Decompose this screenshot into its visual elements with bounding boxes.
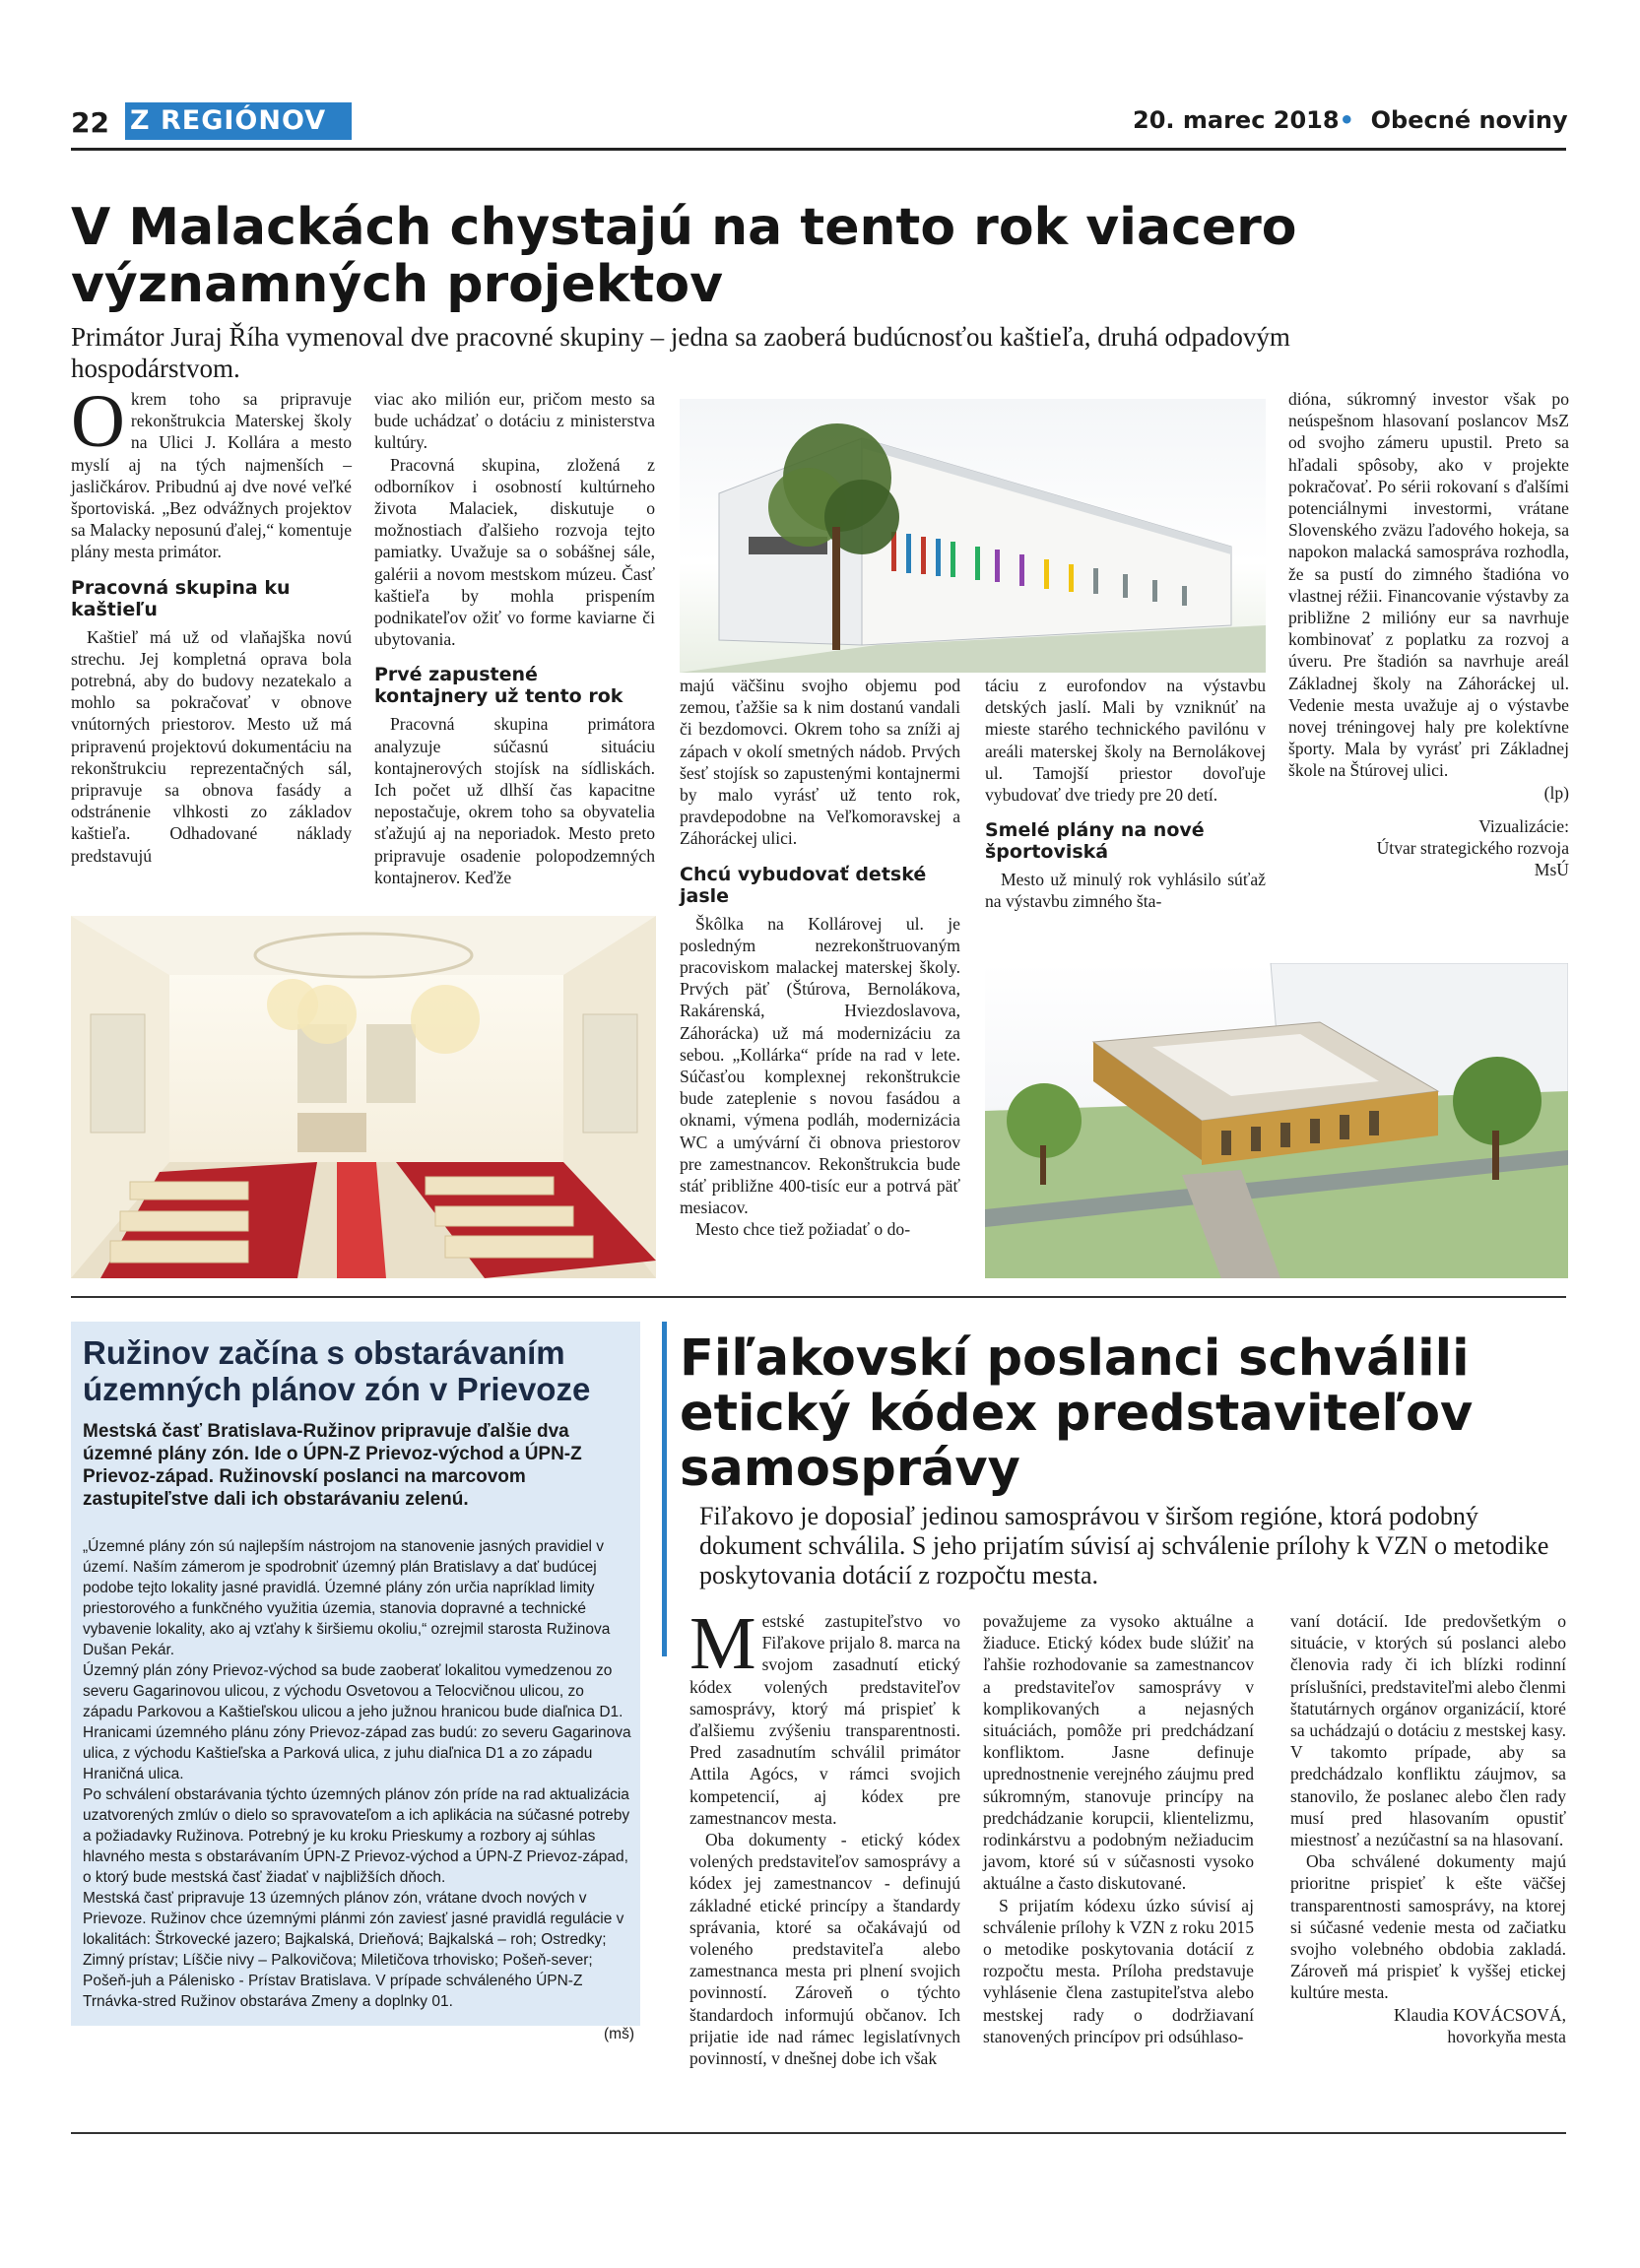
caption-line: Útvar strategického rozvoja [1376, 838, 1569, 859]
article3-column-2 [983, 1610, 1254, 2047]
footer-rule [71, 2132, 1566, 2134]
caption-line: MsÚ [1534, 860, 1569, 880]
school-building-drawing [680, 399, 1266, 673]
wedding-hall-visualization-image [71, 916, 656, 1278]
article3-headline: Fiľakovskí poslanci schválili etický kódex predstaviteľov samosprávy [680, 1329, 1474, 1498]
paragraph: Pracovná skupina, zložená z odborníkov i osobností kultúrneho života Malaciek, diskutuje o možnostiach ďalšieho rozvoja tejto pamiatky. Uvažuje sa o sobášnej sále, galérii a novom mestskom múzeu. Časť kaštieľa by mohla prispením podnikateľov ožiť vo forme kaviarne či ubytovania. [374, 454, 655, 650]
separator-dot: • [1339, 106, 1354, 134]
section-rule [71, 1296, 1566, 1298]
paragraph: Mesto už minulý rok vyhlásilo súťaž na výstavbu zimného šta- [985, 870, 1266, 912]
article2-headline: Ružinov začína s obstarávaním územných plánov zón v Prievoze [83, 1334, 591, 1407]
article1-column-2 [374, 388, 655, 888]
article2-lead: Mestská časť Bratislava-Ružinov pripravuje ďalšie dva územné plány zón. Ide o ÚPN-Z Prievoz-východ a ÚPN-Z Prievoz-západ. Ružinovskí poslanci na marcovom zastupiteľstve dali ich obstarávaniu zelenú. [83, 1421, 582, 1510]
subheading: Prvé zapustené kontajnery už tento rok [374, 664, 623, 708]
stadium-visualization-image [985, 963, 1568, 1278]
article3-column-3 [1290, 1610, 1566, 2047]
dropcap: M [689, 1602, 756, 1685]
paragraph: majú väčšinu svojho objemu pod zemou, ťažšie sa k nim dostanú vandali či bezdomovci. Okrem toho sa zníži aj zápach v okolí smetných nádob. Prvých šesť stojísk so zapustenými kontajnermi by malo vyrásť už tento rok, pravdepodobne na Veľkomoravskej a Záhoráckej ulici. [680, 676, 960, 849]
article3-accent-bar [662, 1322, 667, 1656]
paragraph: táciu z eurofondov na výstavbu detských jaslí. Mali by vzniknúť na mieste starého technického pavilónu v areáli materskej školy na Bernolákovej ul. Tamojší priestor dovoľuje vybudovať dve triedy pre 20 detí. [985, 676, 1266, 806]
article1-column-3 [680, 675, 960, 1241]
issue-info [1133, 106, 1568, 134]
paragraph: krem toho sa pripravuje rekonštrukcia Materskej školy na Ulici J. Kollára a mesto myslí aj na tých najmenších – jasličkárov. Pribudnú aj dve nové veľké športoviská. „Bez odvážnych projektov sa Malacky neposunú ďalej,“ komentuje plány mesta primátor. [71, 389, 352, 562]
article3-lead: Fiľakovo je doposiaľ jedinou samosprávou v širšom regióne, ktorá podobný dokument schválila. S jeho prijatím súvisí aj schválenie prílohy k VZN o metodike poskytovania dotácií z rozpočtu mesta. [699, 1502, 1549, 1589]
caption-line: Vizualizácie: [1478, 815, 1569, 836]
page-number: 22 [71, 106, 109, 139]
paragraph: Územný plán zóny Prievoz-východ sa bude zaoberať lokalitou vymedzenou zo severu Gagarinovou ulicou, z východu Osvetovou a Telocvičnou ulicou, zo západu Parkovou a Kaštieľskou ulicou a jeho južnou hranicou bude diaľnica D1. Hranicami územného plánu zóny Prievoz-západ zas budú: zo severu Gagarinova ulica, z východu Kaštieľska a Parková ulica, z juhu diaľnica D1 a zo západu Hraničná ulica. [83, 1662, 631, 1782]
paragraph: považujeme za vysoko aktuálne a žiaduce. Etický kódex bude slúžiť na ľahšie rozhodovanie sa zamestnancov a predstaviteľov samosprávy v komplikovaných a nejasných situáciách, pomôže pri predchádzaní konfliktom. Jasne definuje uprednostnenie verejného záujmu pred súkromným, stanovuje princípy na predchádzanie korupcii, klientelizmu, rodinkárstvu a podobným nežiaducim javom, ktoré sú v súčasnosti vysoko aktuálne a často diskutované. [983, 1611, 1254, 1894]
paragraph: viac ako milión eur, pričom mesto sa bude uchádzať o dotáciu z ministerstva kultúry. [374, 389, 655, 453]
article1-headline: V Malackách chystajú na tento rok viacero významných projektov [71, 198, 1297, 314]
article1-column-5 [1288, 388, 1569, 880]
author-role: hovorkyňa mesta [1447, 2026, 1566, 2046]
paragraph: „Územné plány zón sú najlepším nástrojom na stanovenie jasných pravidiel v území. Naším zámerom je spodrobniť územný plán Bratislavy a dať budúcej podobe tejto lokality jasné pravidlá. Územné plány zón určia napríklad limity priestorového a funkčného využitia územia, stanovia dopravné a technické vybavenie lokality, ako aj vzťahy k širšiemu okoliu,“ ozrejmil starosta Ružinova Dušan Pekár. [83, 1538, 611, 1658]
stadium-building-drawing [985, 963, 1568, 1278]
paragraph: Pracovná skupina primátora analyzuje súčasnú situáciu kontajnerových stojísk na sídliskách. Ich počet už dlhší čas kapacitne nepostačuje, okrem toho sa obyvatelia sťažujú aj na neporiadok. Mesto preto pripravuje osadenie polopodzemných kontajnerov. Keďže [374, 714, 655, 887]
paragraph: dióna, súkromný investor však po neúspešnom hlasovaní poslancov MsZ od svojho zámeru upustil. Preto sa hľadali spôsoby, ako v projekte pokračovať. Po sérii rokovaní s ďalšími potenciálnymi investormi, vrátane Slovenského zväzu ľadového hokeja, sa napokon malacká samospráva rozhodla, že sa pustí do zimného štadióna vo vlastnej réžii. Financovanie výstavby za približne 2 milióny eur sa navrhuje kombinovať z poplatku za rozvoj a úveru. Pre štadión sa navrhuje areál Základnej školy na Záhoráckej ul. Vedenie mesta uvažuje aj o výstavbe novej tréningovej haly pre kolektívne športy. Mala by vyrásť pri Základnej škole na Štúrovej ulici. [1288, 389, 1569, 781]
subheading: Chcú vybudovať detské jasle [680, 863, 927, 907]
paragraph: Po schválení obstarávania týchto územných plánov zón príde na rad aktualizácia uzatvorených zmlúv o dielo so spravovateľom a ich aplikácia na súčasné potreby a požiadavky Ružinova. Potrebný je ku kroku Prieskumy a rozbory aj súhlas hlavného mesta s obstarávaním ÚPN-Z Prievoz-východ a ÚPN-Z Prievoz-západ, o ktorý bude mestská časť žiadať v najbližších dňoch. [83, 1786, 630, 1886]
dropcap: O [71, 380, 125, 463]
paragraph: vaní dotácií. Ide predovšetkým o situácie, v ktorých sú poslanci alebo členovia rady či ich blízki rodinní príslušníci, predstaviteľmi alebo členmi štatutárnych orgánov organizácií, ktoré sa uchádzajú o dotáciu z mestskej kasy. V takomto prípade, aby sa predchádzalo konfliktu záujmov, sa stanovilo, že poslanec alebo člen rady musí pred hlasovaním opustiť miestnosť a nezúčastní sa na hlasovaní. [1290, 1611, 1566, 1850]
article2-body [83, 1536, 634, 2044]
header-rule [71, 148, 1566, 151]
author: Klaudia KOVÁCSOVÁ, [1394, 2004, 1566, 2025]
subheading: Smelé plány na nové športoviská [985, 819, 1205, 864]
paragraph: Oba schválené dokumenty majú prioritne prispieť k ešte väčšej transparentnosti samosprávy, na ktorej si súčasné vedenie mesta od začiatku svojho volebného obdobia zakladá. Zároveň má prispieť k vyššej etickej kultúre mesta. [1290, 1851, 1566, 2003]
author: (lp) [1543, 782, 1569, 803]
article3-column-1 [689, 1602, 960, 2069]
hall-interior-drawing [71, 916, 656, 1278]
subheading: Pracovná skupina ku kaštieľu [71, 576, 291, 620]
paragraph: Oba dokumenty - etický kódex volených predstaviteľov samosprávy a kódex jej zamestnancov - definujú základné etické princípy a štandardy správania, ktoré sa očakávajú od voleného predstaviteľa alebo zamestnanca mesta pri plnení svojich povinností. Zároveň o týchto štandardoch informujú občanov. Ich prijatie ide nad rámec legislatívnych povinností, v dnešnej dobe ich však [689, 1830, 960, 2069]
paragraph: S prijatím kódexu úzko súvisí aj schválenie prílohy k VZN z roku 2015 o metodike poskytovania dotácií z rozpočtu mesta. Príloha predstavuje vyhlásenie člena zastupiteľstva alebo mestskej rady o dodržiavaní stanovených princípov pri odsúhlaso- [983, 1895, 1254, 2046]
paragraph: Škôlka na Kollárovej ul. je posledným nezrekonštruovaným pracoviskom malackej materskej školy. Prvých päť (Štúrova, Bernolákova, Rakárenská, Hviezdoslavova, Záhorácka) už má modernizáciu za sebou. „Kollárka“ príde na rad v lete. Súčasťou komplexnej rekonštrukcie bude zateplenie s novou fasádou a oknami, výmena podláh, modernizácia WC a umývární či obnova priestorov pre zamestnancov. Rekonštrukcia bude stáť približne 400-tisíc eur a potrvá päť mesiacov. [680, 913, 960, 1218]
issue-date: 20. marec 2018 [1133, 106, 1340, 134]
paragraph: Mesto chce tiež požiadať o do- [695, 1219, 911, 1240]
article1-lead: Primátor Juraj Říha vymenoval dve pracovné skupiny – jedna sa zaoberá budúcnosťou kaštieľa, druhá odpadovým hospodárstvom. [71, 322, 1290, 383]
school-visualization-image [680, 399, 1266, 673]
paragraph: Kaštieľ má už od vlaňajška novú strechu. Jej kompletná oprava bola potrebná, aby do budovy nezatekalo a mohlo sa pokračovať v obnove vnútorných priestorov. Mesto už má pripravenú projektovú dokumentáciu na rekonštrukciu reprezentačných sál, pripravuje sa obnova fasády a odstránenie vlhkosti zo základov kaštieľa. Odhadované náklady predstavujú [71, 626, 352, 866]
article1-column-4 [985, 675, 1266, 913]
publication-name: Obecné noviny [1370, 106, 1568, 134]
paragraph: estské zastupiteľstvo vo Fiľakove prijalo 8. marca na svojom zasadnutí etický kódex volených predstaviteľov samosprávy, ktorý má prispieť k ďalšiemu zvýšeniu transparentnosti. Pred zasadnutím schválil primátor Attila Agócs, v rámci svojich kompetencií, aj kódex pre zamestnancov mesta. [689, 1611, 960, 1828]
paragraph: Mestská časť pripravuje 13 územných plánov zón, vrátane dvoch nových v Prievoze. Ružinov chce územnými plánmi zón zaviesť jasné pravidlá regulácie v lokalitách: Štrkovecké jazero; Bajkalská, Drieňová; Bajkalská – roh; Ostredky; Zimný prístav; Líščie nivy – Palkovičova; Miletičova trhovisko; Pošeň-sever; Pošeň-juh a Pálenisko - Prístav Bratislava. V prípade schváleného ÚPN-Z Trnávka-stred Ružinov obstaráva Zmeny a doplnky 01. [83, 1890, 624, 2010]
section-label: Z REGIÓNOV [125, 102, 352, 140]
author: (mš) [604, 2026, 634, 2042]
article1-column-1 [71, 380, 352, 867]
